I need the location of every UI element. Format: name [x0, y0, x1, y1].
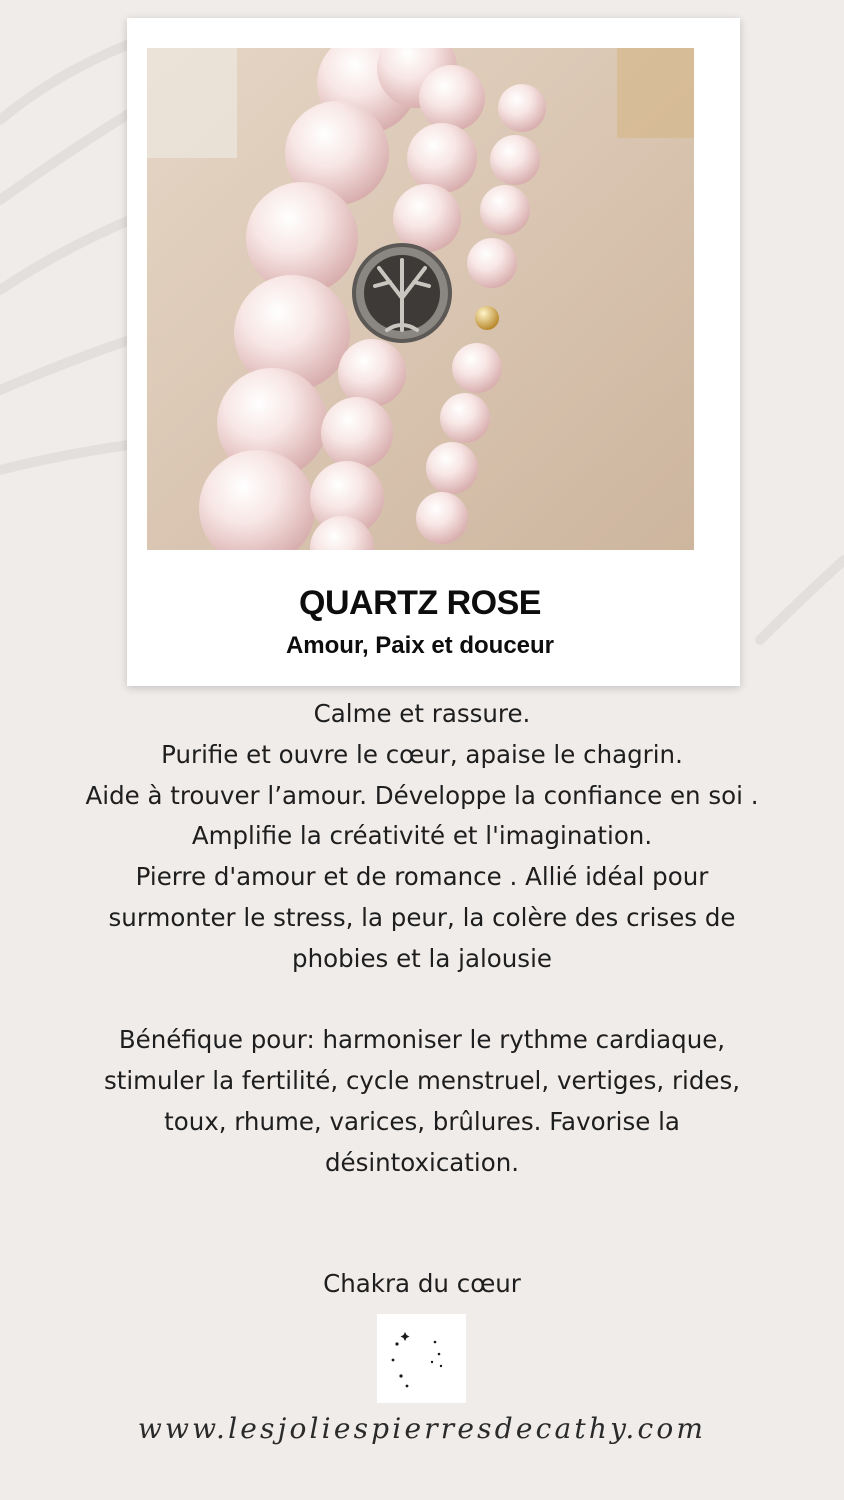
- crescent-moon-icon: [377, 1314, 466, 1403]
- website-url[interactable]: www.lesjoliespierresdecathy.com: [137, 1412, 707, 1445]
- benefits-line: toux, rhume, varices, brûlures. Favorise la: [164, 1106, 680, 1136]
- bracelet-photo: [147, 48, 694, 550]
- description-line: Pierre d'amour et de romance . Allié idéal pour: [135, 862, 709, 892]
- tree-of-life-charm: [354, 245, 450, 341]
- stone-subtitle: Amour, Paix et douceur: [285, 632, 555, 659]
- description-line: surmonter le stress, la peur, la colère des crises de: [108, 902, 736, 932]
- crescent-moon-logo: [377, 1314, 466, 1403]
- chakra-label: Chakra du cœur: [323, 1269, 521, 1298]
- description-line: phobies et la jalousie: [292, 943, 552, 973]
- description-line: Calme et rassure.: [313, 699, 531, 728]
- polaroid-card: [127, 18, 740, 686]
- benefits-line: stimuler la fertilité, cycle menstruel, vertiges, rides,: [103, 1066, 741, 1096]
- description-line: Purifie et ouvre le cœur, apaise le chagrin.: [161, 739, 683, 769]
- benefits-line: désintoxication.: [324, 1147, 520, 1177]
- description-line: Amplifie la créativité et l'imagination.: [191, 821, 653, 851]
- stone-title: QUARTZ ROSE: [299, 584, 541, 622]
- description-line: Aide à trouver l’amour. Développe la confiance en soi .: [85, 780, 759, 810]
- stone-description: [22, 694, 822, 1184]
- rose-quartz-bracelets-image: [147, 48, 694, 550]
- benefits-line: Bénéfique pour: harmoniser le rythme cardiaque,: [118, 1025, 726, 1055]
